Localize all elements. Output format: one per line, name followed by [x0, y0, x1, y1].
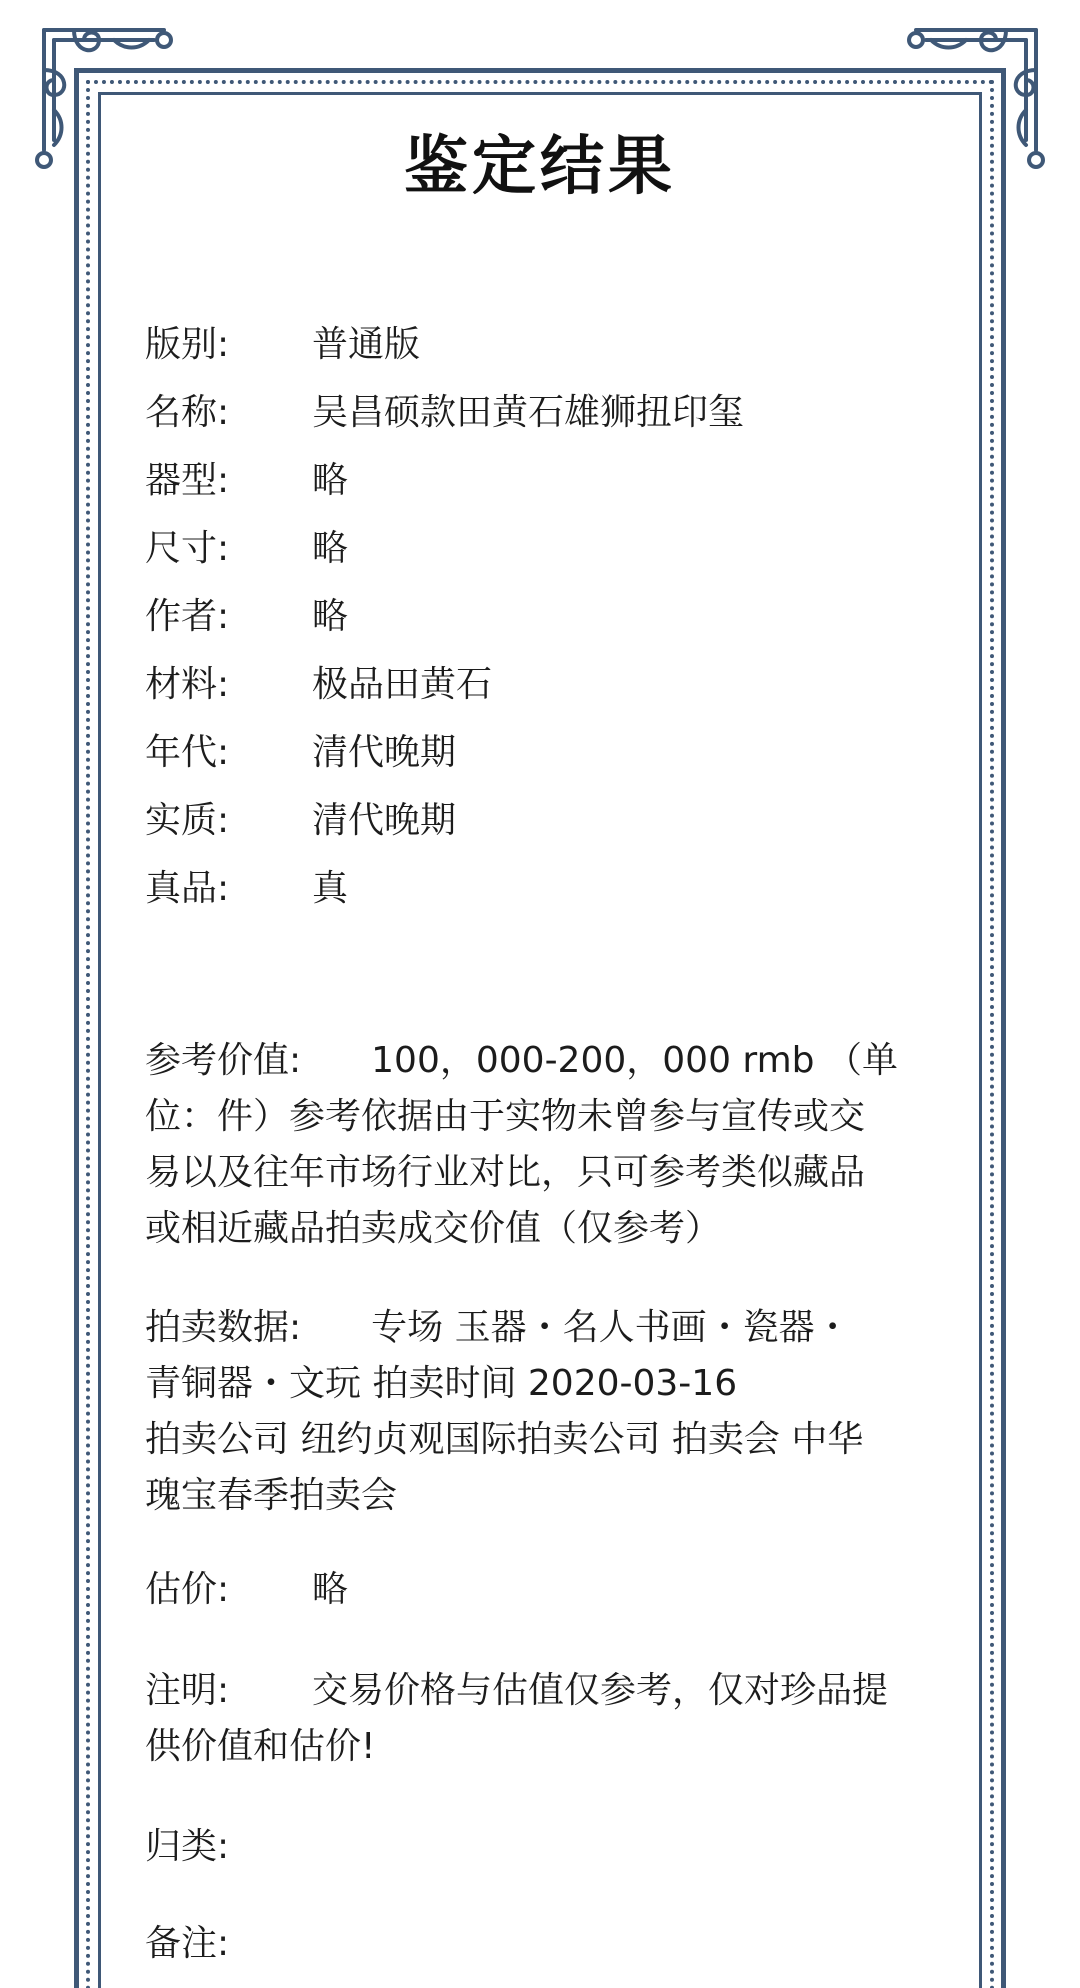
auction-data-line: 瑰宝春季拍卖会 [145, 1475, 398, 1516]
field-label: 作者: [145, 596, 230, 637]
note-line: 供价值和估价! [145, 1726, 376, 1767]
field-row-substance [145, 799, 456, 843]
auction-data-line: 专场 玉器・名人书画・瓷器・ [371, 1307, 851, 1348]
field-label: 真品: [145, 868, 230, 909]
field-label: 器型: [145, 460, 230, 501]
category-label: 归类: [145, 1826, 230, 1867]
field-row-author [145, 595, 348, 639]
field-value: 清代晚期 [312, 800, 457, 841]
note-section [145, 1663, 945, 1775]
field-value: 真 [312, 868, 349, 909]
auction-data-line: 拍卖公司 纽约贞观国际拍卖公司 拍卖会 中华 [145, 1419, 864, 1460]
reference-value-line: 易以及往年市场行业对比，只可参考类似藏品 [145, 1152, 866, 1193]
field-value: 略 [312, 528, 349, 569]
field-row-era [145, 731, 456, 775]
field-label: 材料: [145, 664, 230, 705]
page-title: 鉴定结果 [404, 130, 676, 204]
note-line: 交易价格与估值仅参考，仅对珍品提 [312, 1670, 889, 1711]
field-value: 略 [312, 596, 349, 637]
auction-data-label: 拍卖数据: [145, 1307, 302, 1348]
auction-data-line: 青铜器・文玩 拍卖时间 2020-03-16 [145, 1363, 738, 1404]
reference-value-line: 位：件）参考依据由于实物未曾参与宣传或交 [145, 1096, 866, 1137]
field-row-material [145, 663, 492, 707]
field-label: 年代: [145, 732, 230, 773]
field-label: 名称: [145, 392, 230, 433]
remark-label: 备注: [145, 1923, 230, 1964]
reference-value-section [145, 1033, 945, 1257]
auction-data-section [145, 1300, 945, 1524]
field-value: 略 [312, 460, 349, 501]
estimate-label: 估价: [145, 1569, 230, 1610]
field-row-size [145, 527, 348, 571]
field-row-shape [145, 459, 348, 503]
field-label: 实质: [145, 800, 230, 841]
field-row-authentic [145, 867, 348, 911]
field-label: 版别: [145, 324, 230, 365]
note-label: 注明: [145, 1670, 230, 1711]
reference-value-line: 100，000-200，000 rmb （单 [371, 1040, 898, 1081]
field-value: 吴昌硕款田黄石雄狮扭印玺 [312, 392, 745, 433]
category-row [145, 1825, 312, 1869]
reference-value-label: 参考价值: [145, 1040, 302, 1081]
estimate-row [145, 1568, 348, 1612]
field-row-edition [145, 323, 420, 367]
field-value: 极品田黄石 [312, 664, 493, 705]
reference-value-line: 或相近藏品拍卖成交价值（仅参考） [145, 1208, 722, 1249]
remark-row [145, 1922, 312, 1966]
field-value: 普通版 [312, 324, 421, 365]
field-label: 尺寸: [145, 528, 230, 569]
field-value: 清代晚期 [312, 732, 457, 773]
estimate-value: 略 [312, 1569, 349, 1610]
field-row-name [145, 391, 744, 435]
